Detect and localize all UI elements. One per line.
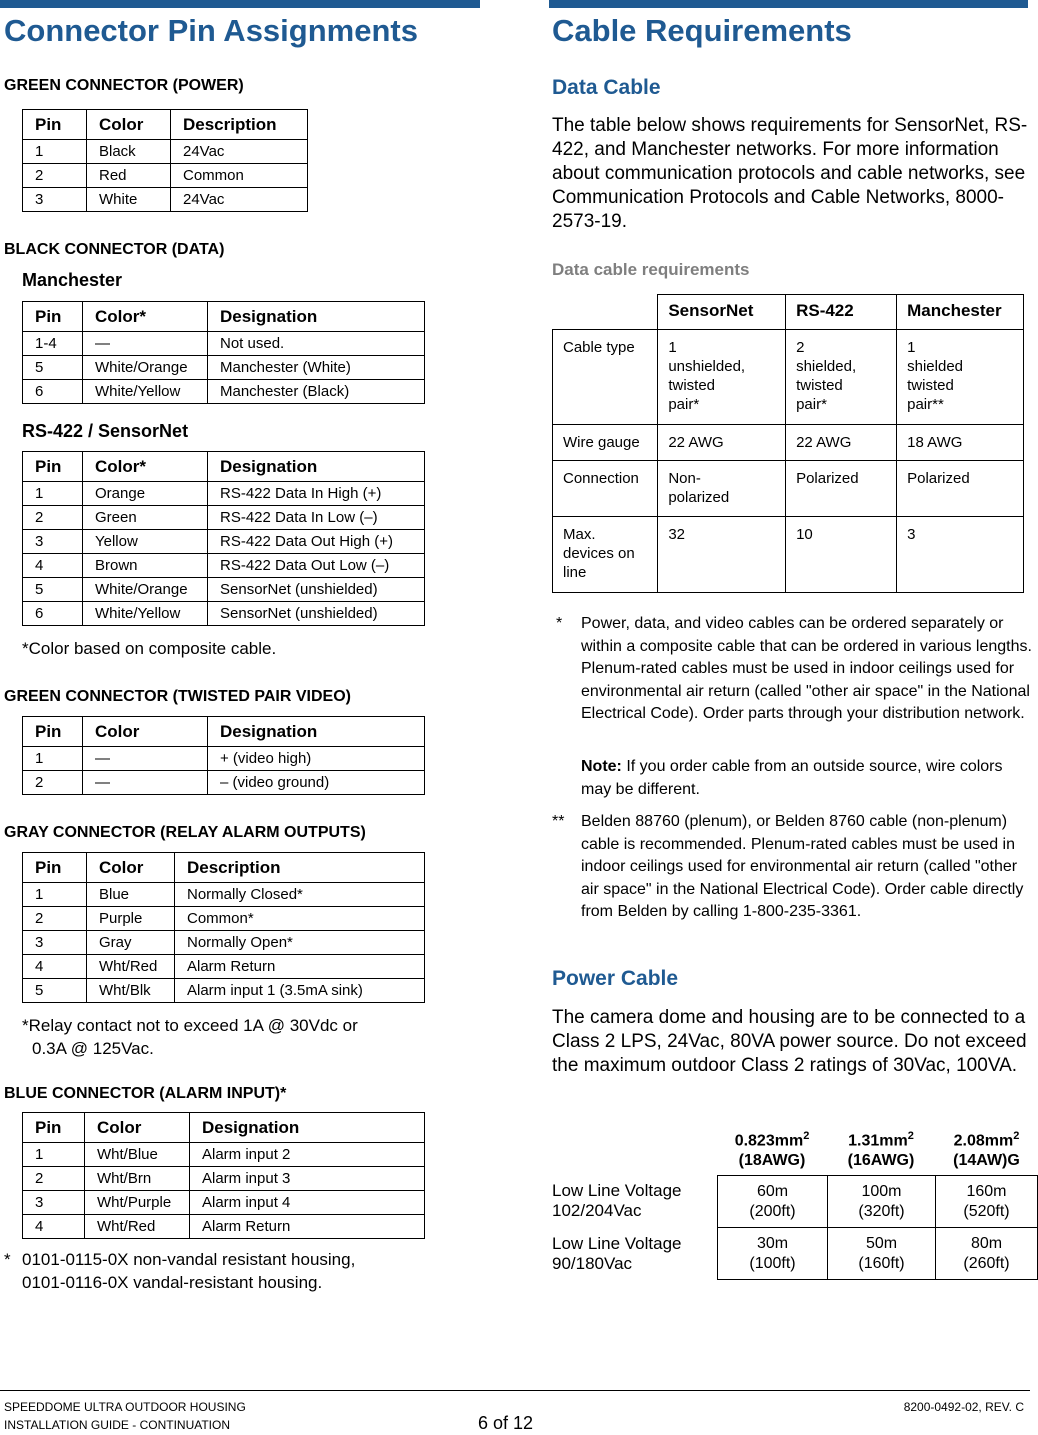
table-row	[23, 164, 308, 188]
manchester-table	[22, 301, 425, 404]
cell: Alarm input 1 (3.5mA sink)	[175, 979, 425, 1003]
size-value: 1.31mm	[848, 1132, 908, 1150]
cell: 2	[23, 907, 87, 931]
gauge-label: (18AWG)	[738, 1152, 806, 1170]
cell: Black	[87, 140, 171, 164]
gray-relay-heading: GRAY CONNECTOR (RELAY ALARM OUTPUTS)	[4, 824, 366, 841]
table-row	[23, 530, 425, 554]
cell: 1	[23, 482, 83, 506]
table-header-row	[23, 1113, 425, 1143]
cell	[828, 1228, 936, 1280]
right-title-rule	[549, 0, 1028, 8]
data-cable-table	[552, 294, 1024, 593]
table-row	[23, 554, 425, 578]
table-row	[553, 461, 1024, 517]
power-col-18awg	[717, 1126, 827, 1171]
header-pin: Pin	[23, 452, 83, 482]
cell	[828, 1176, 936, 1228]
table-row	[23, 506, 425, 530]
cell: Not used.	[208, 332, 425, 356]
table-row	[553, 425, 1024, 461]
cell: RS-422 Data In High (+)	[208, 482, 425, 506]
table-header-row	[23, 853, 425, 883]
cell-metric: 30m	[756, 1234, 789, 1252]
cell: + (video high)	[208, 747, 425, 771]
header-manchester: Manchester	[897, 295, 1024, 330]
footer-doc-number: 8200-0492-02, REV. C	[903, 1400, 1024, 1414]
row-label: Cable type	[553, 330, 658, 425]
cell: Red	[87, 164, 171, 188]
cell: 5	[23, 578, 83, 602]
cell: Common*	[175, 907, 425, 931]
cell: Purple	[87, 907, 175, 931]
cell: RS-422 Data Out High (+)	[208, 530, 425, 554]
cell: Yellow	[83, 530, 208, 554]
table-row	[23, 578, 425, 602]
row-label: Connection	[553, 461, 658, 517]
cell	[718, 1176, 828, 1228]
cell: Wht/Red	[85, 1215, 190, 1239]
blue-alarm-table	[22, 1112, 425, 1239]
cell: 1	[23, 747, 83, 771]
cell: 24Vac	[171, 140, 308, 164]
header-pin: Pin	[23, 302, 83, 332]
power-row-1-label	[552, 1181, 682, 1221]
cell: 2 shielded, twisted pair*	[786, 330, 897, 425]
header-rs422: RS-422	[786, 295, 897, 330]
cell: RS-422 Data Out Low (–)	[208, 554, 425, 578]
cell: 1	[23, 140, 87, 164]
cell: 22 AWG	[658, 425, 786, 461]
cell-imperial: (260ft)	[963, 1254, 1010, 1272]
cell: White/Yellow	[83, 380, 208, 404]
cell: – (video ground)	[208, 771, 425, 795]
note-label: Note:	[581, 758, 622, 775]
cell: 3	[23, 931, 87, 955]
cell: Common	[171, 164, 308, 188]
table-row	[23, 1143, 425, 1167]
relay-note-line1: *Relay contact not to exceed 1A @ 30Vdc or	[22, 1016, 358, 1035]
cell: 1	[23, 883, 87, 907]
header-pin: Pin	[23, 1113, 85, 1143]
table-row	[23, 979, 425, 1003]
power-cable-table	[717, 1175, 1038, 1280]
header-color: Color*	[83, 302, 208, 332]
size-sup: 2	[1013, 1130, 1020, 1142]
table-row	[718, 1228, 1038, 1280]
cell: 24Vac	[171, 188, 308, 212]
size-label	[827, 1126, 935, 1151]
cell	[718, 1228, 828, 1280]
cell: —	[83, 747, 208, 771]
table-row	[23, 1167, 425, 1191]
power-row-2-label	[552, 1234, 682, 1274]
cell	[936, 1228, 1038, 1280]
table-row	[23, 332, 425, 356]
table-row	[23, 1215, 425, 1239]
cell-metric: 100m	[861, 1182, 902, 1200]
page-title-left: Connector Pin Assignments	[4, 13, 418, 48]
note-text: If you order cable from an outside source, wire colors may be different.	[581, 758, 1003, 798]
cell: Blue	[87, 883, 175, 907]
power-cable-heading: Power Cable	[552, 967, 679, 990]
green-power-heading: GREEN CONNECTOR (POWER)	[4, 77, 244, 94]
data-cable-intro: The table below shows requirements for SensorNet, RS-422, and Manchester networks. For more information about communication protocols and cable networks, see Communication Protocols and Cable Networks, 8000-2573-19.	[552, 115, 1028, 232]
header-color: Color	[87, 110, 171, 140]
rs422-table	[22, 451, 425, 626]
cell: White/Orange	[83, 356, 208, 380]
size-label	[935, 1126, 1038, 1151]
footer-rule	[0, 1390, 1030, 1391]
header-designation: Designation	[190, 1113, 425, 1143]
cell: 2	[23, 506, 83, 530]
rs422-subheading: RS-422 / SensorNet	[22, 421, 189, 441]
cell: RS-422 Data In Low (–)	[208, 506, 425, 530]
cell: White/Orange	[83, 578, 208, 602]
data-cable-heading: Data Cable	[552, 76, 661, 99]
cell: 4	[23, 955, 87, 979]
housing-footnote-line1: 0101-0115-0X non-vandal resistant housing,	[22, 1250, 356, 1269]
header-pin: Pin	[23, 717, 83, 747]
cell: Polarized	[786, 461, 897, 517]
cell: Wht/Red	[87, 955, 175, 979]
cell: 4	[23, 554, 83, 578]
table-header-row	[553, 295, 1024, 330]
table-row	[23, 883, 425, 907]
cell: SensorNet (unshielded)	[208, 578, 425, 602]
cell-metric: 50m	[865, 1234, 898, 1252]
cell: 3	[897, 517, 1024, 593]
table-header-row	[23, 452, 425, 482]
green-video-heading: GREEN CONNECTOR (TWISTED PAIR VIDEO)	[4, 688, 351, 705]
cell: Green	[83, 506, 208, 530]
cell: 1 shielded twisted pair**	[897, 330, 1024, 425]
power-cable-intro: The camera dome and housing are to be connected to a Class 2 LPS, 24Vac, 80VA power source. Do not exceed the maximum outdoor Class 2 ratings of 30Vac, 100VA.	[552, 1007, 1027, 1076]
cable-footnote-1-mark: *	[556, 615, 563, 632]
cell-imperial: (160ft)	[858, 1254, 905, 1272]
housing-footnote-mark: *	[4, 1250, 11, 1269]
relay-note-line2: 0.3A @ 125Vac.	[32, 1039, 154, 1058]
table-header-row	[23, 302, 425, 332]
size-sup: 2	[907, 1130, 914, 1142]
cell: 6	[23, 380, 83, 404]
cell: Manchester (Black)	[208, 380, 425, 404]
cell: Wht/Blue	[85, 1143, 190, 1167]
cell: Alarm input 3	[190, 1167, 425, 1191]
row-label-line2: 102/204Vac	[552, 1201, 642, 1220]
cell: White/Yellow	[83, 602, 208, 626]
header-description: Description	[171, 110, 308, 140]
table-row	[23, 771, 425, 795]
row-label: Wire gauge	[553, 425, 658, 461]
green-power-table	[22, 109, 308, 212]
header-designation: Designation	[208, 302, 425, 332]
cell-imperial: (520ft)	[963, 1202, 1010, 1220]
data-cable-table-title: Data cable requirements	[552, 260, 750, 279]
cell: Manchester (White)	[208, 356, 425, 380]
table-row	[23, 140, 308, 164]
table-row	[23, 1191, 425, 1215]
cell: 5	[23, 356, 83, 380]
header-color: Color*	[83, 452, 208, 482]
cell: Alarm Return	[175, 955, 425, 979]
footer-guide: INSTALLATION GUIDE - CONTINUATION	[4, 1418, 231, 1432]
cell: 6	[23, 602, 83, 626]
cell: Non-polarized	[658, 461, 786, 517]
cable-footnote-2: Belden 88760 (plenum), or Belden 8760 cable (non-plenum) cable is recommended. Plenum-rated cables must be used in indoor ceilings used for environmental air return (called "other air space" in the National Electrical Code). Order cable directly from Belden by calling 1-800-235-3361.	[581, 813, 1024, 920]
cell: —	[83, 332, 208, 356]
table-row	[553, 517, 1024, 593]
black-data-heading: BLACK CONNECTOR (DATA)	[4, 241, 225, 258]
cell: 2	[23, 771, 83, 795]
header-blank	[553, 295, 658, 330]
cell-imperial: (200ft)	[749, 1202, 796, 1220]
table-header-row	[23, 110, 308, 140]
page-title-right: Cable Requirements	[552, 13, 852, 48]
cell: 1-4	[23, 332, 83, 356]
table-row	[23, 188, 308, 212]
cell-metric: 160m	[966, 1182, 1007, 1200]
page-number: 6 of 12	[478, 1413, 534, 1433]
power-col-16awg	[827, 1126, 935, 1171]
cell: 3	[23, 188, 87, 212]
cell: Wht/Blk	[87, 979, 175, 1003]
table-row	[718, 1176, 1038, 1228]
header-color: Color	[83, 717, 208, 747]
cable-note	[581, 756, 1031, 801]
power-col-14awg	[935, 1126, 1038, 1171]
size-sup: 2	[803, 1130, 810, 1142]
gauge-label: (14AW)G	[953, 1152, 1020, 1170]
header-pin: Pin	[23, 110, 87, 140]
cell: 1 unshielded, twisted pair*	[658, 330, 786, 425]
gauge-label: (16AWG)	[847, 1152, 915, 1170]
cell: Alarm input 4	[190, 1191, 425, 1215]
cell: Alarm Return	[190, 1215, 425, 1239]
cell	[936, 1176, 1038, 1228]
cell: 10	[786, 517, 897, 593]
header-designation: Designation	[208, 717, 425, 747]
cell-imperial: (100ft)	[749, 1254, 796, 1272]
row-label-line2: 90/180Vac	[552, 1254, 633, 1273]
cell: 3	[23, 530, 83, 554]
header-color: Color	[85, 1113, 190, 1143]
cell-metric: 80m	[970, 1234, 1003, 1252]
housing-footnote-line2: 0101-0116-0X vandal-resistant housing.	[22, 1273, 323, 1292]
header-description: Description	[175, 853, 425, 883]
table-row	[23, 907, 425, 931]
cell: Alarm input 2	[190, 1143, 425, 1167]
cell: 32	[658, 517, 786, 593]
footer-product: SPEEDDOME ULTRA OUTDOOR HOUSING	[4, 1400, 246, 1414]
size-label	[717, 1126, 827, 1151]
green-video-table	[22, 716, 425, 795]
cell: Wht/Brn	[85, 1167, 190, 1191]
cell: Wht/Purple	[85, 1191, 190, 1215]
table-row	[23, 602, 425, 626]
cell: Brown	[83, 554, 208, 578]
cell: Normally Open*	[175, 931, 425, 955]
cell: 18 AWG	[897, 425, 1024, 461]
size-value: 0.823mm	[734, 1132, 804, 1150]
cell: Orange	[83, 482, 208, 506]
gray-relay-table	[22, 852, 425, 1003]
blue-alarm-heading: BLUE CONNECTOR (ALARM INPUT)*	[4, 1085, 287, 1102]
cell: White	[87, 188, 171, 212]
manchester-subheading: Manchester	[22, 270, 123, 290]
table-header-row	[23, 717, 425, 747]
table-row	[553, 330, 1024, 425]
size-value: 2.08mm	[953, 1132, 1014, 1150]
cell: 5	[23, 979, 87, 1003]
cell: 4	[23, 1215, 85, 1239]
header-designation: Designation	[208, 452, 425, 482]
table-row	[23, 931, 425, 955]
cell: —	[83, 771, 208, 795]
table-row	[23, 747, 425, 771]
cell: SensorNet (unshielded)	[208, 602, 425, 626]
cell: 1	[23, 1143, 85, 1167]
left-title-rule	[0, 0, 480, 8]
cell-metric: 60m	[756, 1182, 789, 1200]
table-row	[23, 955, 425, 979]
header-pin: Pin	[23, 853, 87, 883]
cell-imperial: (320ft)	[858, 1202, 905, 1220]
cable-footnote-1: Power, data, and video cables can be ordered separately or within a composite cable that can be ordered in various lengths. Plenum-rated cables must be used in indoor ceilings used for environmental air return (called "other air space" in the National Electrical Code). Order parts through your distribution network.	[581, 615, 1032, 722]
cell: Normally Closed*	[175, 883, 425, 907]
header-sensornet: SensorNet	[658, 295, 786, 330]
cell: 3	[23, 1191, 85, 1215]
cell: Polarized	[897, 461, 1024, 517]
cell: 22 AWG	[786, 425, 897, 461]
row-label-line1: Low Line Voltage	[552, 1234, 682, 1253]
row-label: Max. devices on line	[553, 517, 658, 593]
color-note: *Color based on composite cable.	[22, 639, 277, 658]
header-color: Color	[87, 853, 175, 883]
cell: 2	[23, 1167, 85, 1191]
table-row	[23, 356, 425, 380]
cell: Gray	[87, 931, 175, 955]
cable-footnote-2-mark: **	[552, 813, 565, 830]
row-label-line1: Low Line Voltage	[552, 1181, 682, 1200]
cell: 2	[23, 164, 87, 188]
table-row	[23, 380, 425, 404]
table-row	[23, 482, 425, 506]
